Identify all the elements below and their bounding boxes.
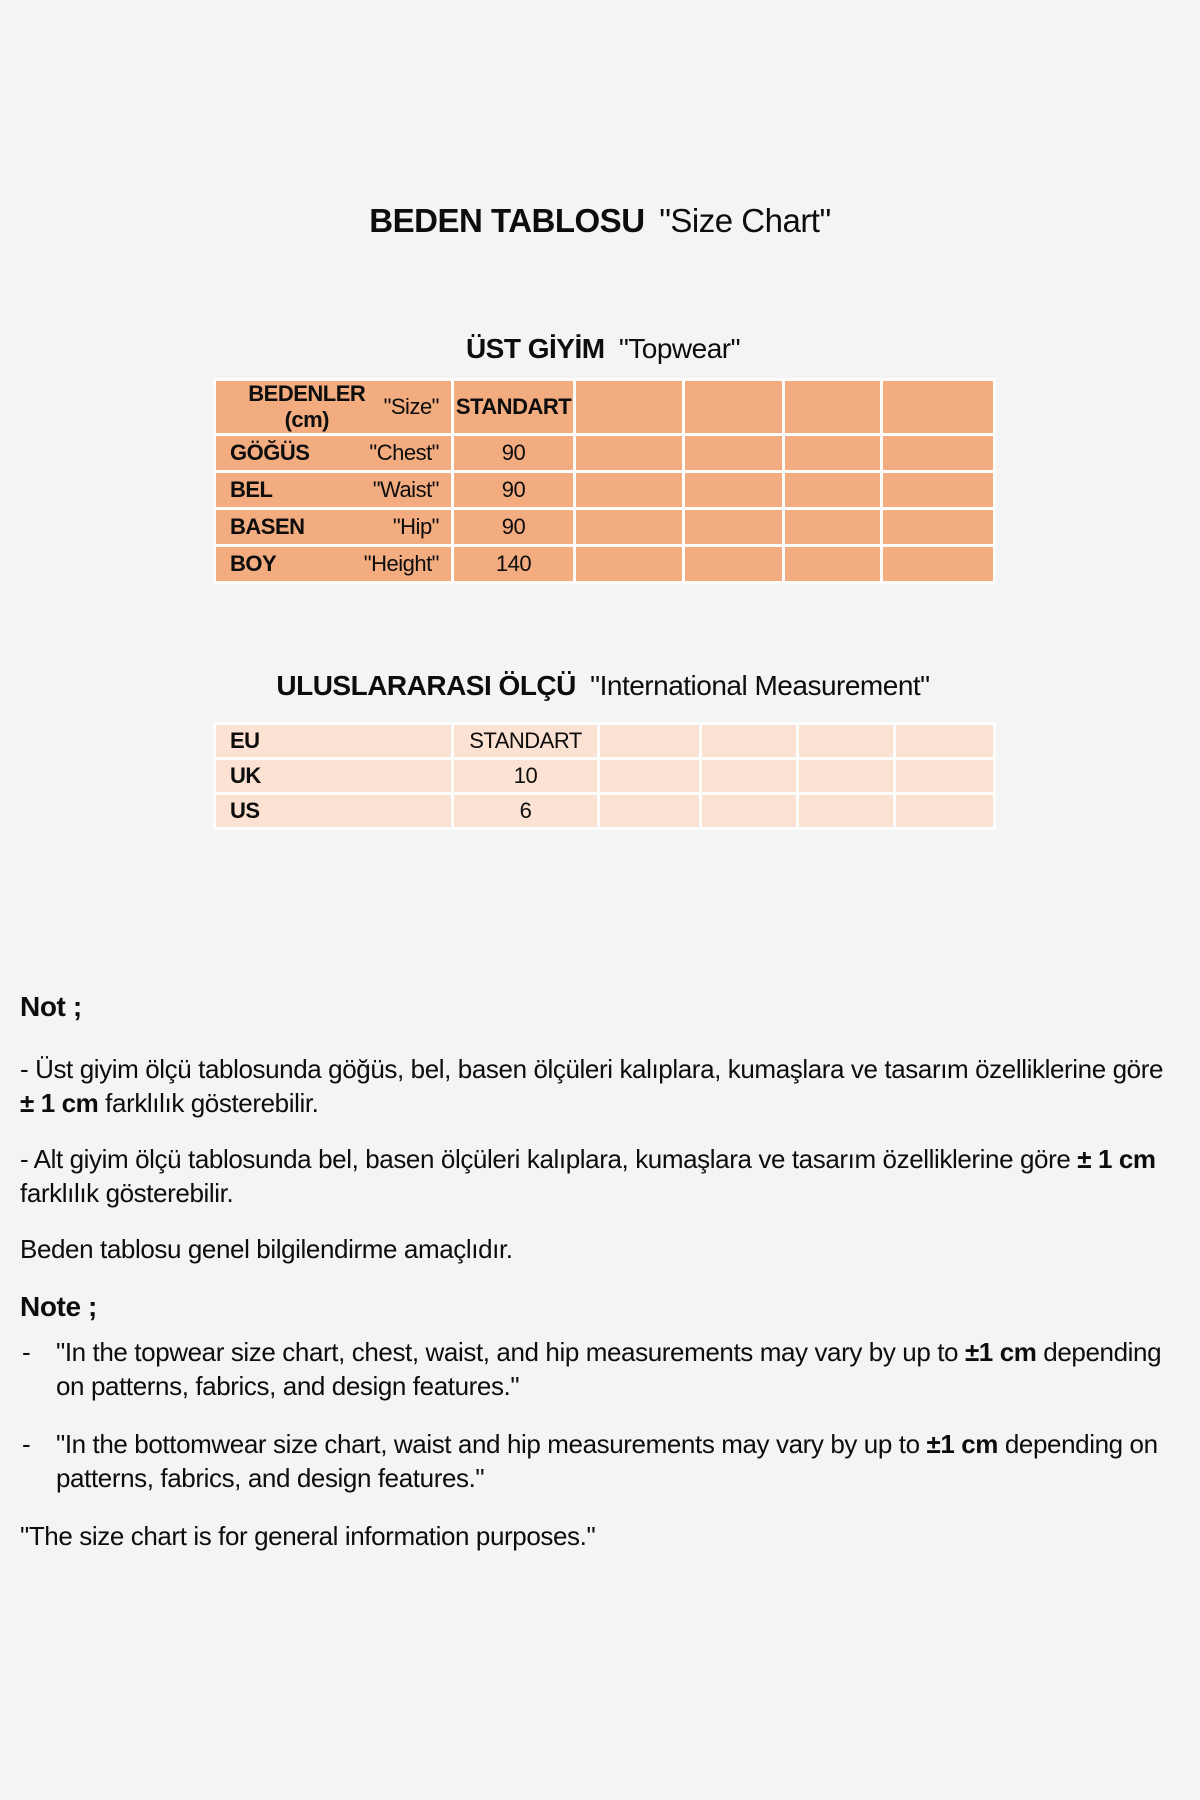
row-label-tr: BOY — [230, 551, 277, 576]
page-title — [0, 0, 1200, 240]
international-heading — [213, 670, 993, 702]
empty-cell — [575, 435, 684, 472]
page-title-english: "Size Chart" — [659, 202, 831, 239]
row-label: UK — [230, 763, 261, 788]
table-row — [215, 435, 995, 472]
empty-cell — [882, 472, 995, 509]
empty-cell — [798, 724, 895, 759]
empty-cell — [701, 759, 798, 794]
note-text-bold: ± 1 cm — [20, 1088, 99, 1118]
row-label-en: "Waist" — [372, 477, 439, 502]
empty-cell — [684, 472, 784, 509]
topwear-heading-english: "Topwear" — [618, 333, 741, 364]
table-row — [215, 380, 995, 435]
table-row — [215, 724, 995, 759]
empty-cell — [575, 380, 684, 435]
row-label-cell — [215, 759, 453, 794]
empty-cell — [684, 380, 784, 435]
empty-cell — [784, 435, 882, 472]
note-turkish-general: Beden tablosu genel bilgilendirme amaçlıdır. — [20, 1234, 513, 1264]
note-text-bold: ± 1 cm — [1077, 1144, 1156, 1174]
empty-cell — [882, 546, 995, 583]
row-label-cell — [215, 472, 453, 509]
row-value-cell: 140 — [453, 546, 575, 583]
note-heading-turkish: Not ; — [20, 991, 82, 1022]
row-label-en: "Height" — [363, 551, 439, 576]
row-value-cell: 90 — [453, 509, 575, 546]
empty-cell — [575, 509, 684, 546]
row-label-tr: BASEN — [230, 514, 305, 539]
international-size-table — [213, 722, 996, 830]
row-label-en: "Hip" — [392, 514, 439, 539]
row-value-cell: 10 — [453, 759, 599, 794]
note-text: farklılık gösterebilir. — [98, 1088, 319, 1118]
row-label-tr: GÖĞÜS — [230, 440, 310, 465]
empty-cell — [599, 759, 701, 794]
table-row — [215, 794, 995, 829]
empty-cell — [575, 546, 684, 583]
empty-cell — [599, 794, 701, 829]
note-turkish-topwear — [20, 1052, 1182, 1120]
empty-cell — [895, 759, 995, 794]
topwear-heading — [213, 333, 993, 365]
note-text: depending on patterns, fabrics, and design features." — [56, 1429, 1158, 1493]
note-text-bold: ±1 cm — [964, 1337, 1037, 1367]
empty-cell — [798, 794, 895, 829]
empty-cell — [784, 380, 882, 435]
note-english-general: "The size chart is for general information purposes." — [20, 1521, 596, 1551]
note-text: depending on patterns, fabrics, and design features." — [56, 1337, 1162, 1401]
row-label-cell — [215, 509, 453, 546]
notes-section — [20, 990, 1182, 1553]
row-label-tr: BEDENLER (cm) — [248, 381, 366, 432]
row-label-en: "Chest" — [369, 440, 439, 465]
row-value-cell: 90 — [453, 435, 575, 472]
row-label-cell — [215, 794, 453, 829]
empty-cell — [882, 380, 995, 435]
table-row — [215, 472, 995, 509]
row-label: US — [230, 798, 260, 823]
international-heading-turkish: ULUSLARARASI ÖLÇÜ — [276, 670, 576, 701]
note-text-wrap — [56, 1335, 1182, 1403]
note-text: farklılık gösterebilir. — [20, 1178, 234, 1208]
empty-cell — [684, 435, 784, 472]
row-value-cell: 6 — [453, 794, 599, 829]
table-row — [215, 509, 995, 546]
note-heading-english: Note ; — [20, 1291, 97, 1322]
empty-cell — [684, 546, 784, 583]
empty-cell — [784, 546, 882, 583]
row-label-cell — [215, 380, 453, 435]
international-heading-english: "International Measurement" — [590, 670, 930, 701]
empty-cell — [882, 509, 995, 546]
row-value-cell: STANDART — [453, 724, 599, 759]
topwear-size-table — [213, 378, 996, 584]
note-turkish-bottomwear — [20, 1142, 1182, 1210]
row-value-cell: STANDART — [453, 380, 575, 435]
table-row — [215, 759, 995, 794]
row-label-cell — [215, 724, 453, 759]
row-label-cell — [215, 546, 453, 583]
note-english-bottomwear — [20, 1427, 1182, 1495]
row-label-cell — [215, 435, 453, 472]
note-text-wrap — [56, 1427, 1182, 1495]
empty-cell — [684, 509, 784, 546]
empty-cell — [895, 794, 995, 829]
note-english-topwear — [20, 1335, 1182, 1403]
row-label-tr: BEL — [230, 477, 273, 502]
empty-cell — [784, 509, 882, 546]
bullet-dash: - — [22, 1429, 31, 1459]
note-text: "In the topwear size chart, chest, waist, and hip measurements may vary by up to — [56, 1337, 965, 1367]
content-column — [213, 333, 993, 830]
page-title-turkish: BEDEN TABLOSU — [369, 202, 645, 239]
note-text: - Alt giyim ölçü tablosunda bel, basen ölçüleri kalıplara, kumaşlara ve tasarım özelliklerine göre — [20, 1144, 1078, 1174]
note-text: - Üst giyim ölçü tablosunda göğüs, bel, basen ölçüleri kalıplara, kumaşlara ve tasarım özelliklerine göre — [20, 1054, 1164, 1084]
empty-cell — [701, 724, 798, 759]
note-text-bold: ±1 cm — [926, 1429, 999, 1459]
empty-cell — [895, 724, 995, 759]
empty-cell — [701, 794, 798, 829]
empty-cell — [798, 759, 895, 794]
empty-cell — [784, 472, 882, 509]
topwear-heading-turkish: ÜST GİYİM — [465, 333, 605, 364]
note-text: "In the bottomwear size chart, waist and hip measurements may vary by up to — [56, 1429, 927, 1459]
empty-cell — [599, 724, 701, 759]
row-value-cell: 90 — [453, 472, 575, 509]
bullet-dash: - — [22, 1337, 31, 1367]
empty-cell — [575, 472, 684, 509]
table-row — [215, 546, 995, 583]
row-label: EU — [230, 728, 260, 753]
empty-cell — [882, 435, 995, 472]
row-label-en: "Size" — [383, 394, 439, 419]
